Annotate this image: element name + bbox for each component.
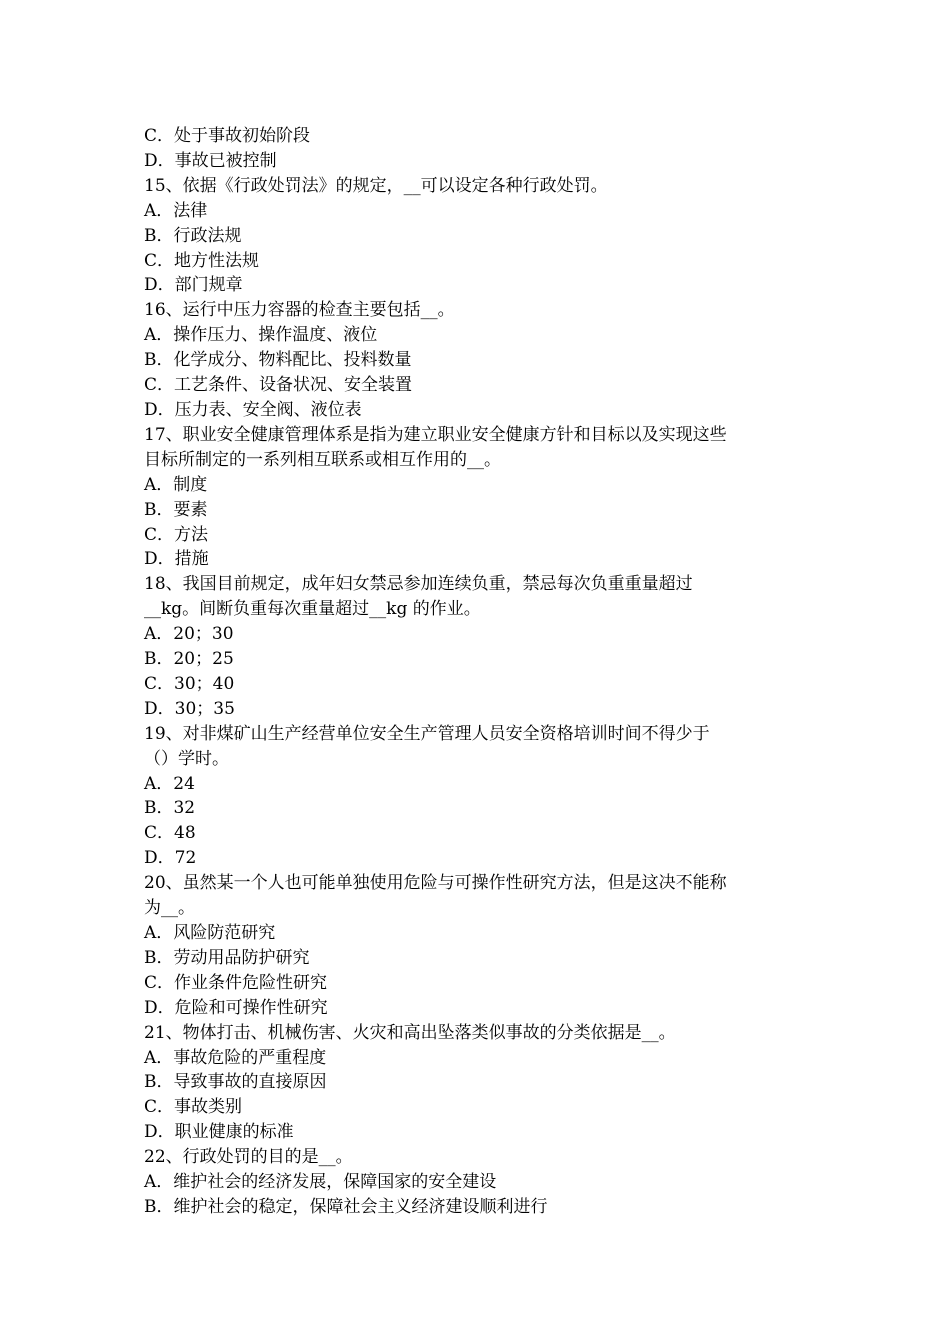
option-line: B．行政法规 bbox=[144, 225, 242, 246]
question-line: 19、对非煤矿山生产经营单位安全生产管理人员安全资格培训时间不得少于 bbox=[144, 723, 710, 744]
question-line: 17、职业安全健康管理体系是指为建立职业安全健康方针和目标以及实现这些 bbox=[144, 424, 727, 445]
option-line: D．职业健康的标准 bbox=[144, 1122, 294, 1143]
question-line-continued: 为__。 bbox=[144, 898, 195, 919]
question-line: 21、物体打击、机械伤害、火灾和高出坠落类似事故的分类依据是__。 bbox=[144, 1022, 676, 1043]
question-line: 16、运行中压力容器的检查主要包括__。 bbox=[144, 300, 455, 321]
option-line: B．导致事故的直接原因 bbox=[144, 1072, 327, 1093]
question-line: 20、虽然某一个人也可能单独使用危险与可操作性研究方法，但是这决不能称 bbox=[144, 873, 727, 894]
option-line: C．30；40 bbox=[144, 673, 235, 694]
option-line: C．事故类别 bbox=[144, 1097, 243, 1118]
question-line: 18、我国目前规定，成年妇女禁忌参加连续负重，禁忌每次负重重量超过 bbox=[144, 574, 693, 595]
option-line: B．化学成分、物料配比、投料数量 bbox=[144, 350, 412, 371]
option-line: B．20；25 bbox=[144, 649, 234, 670]
option-line: C．作业条件危险性研究 bbox=[144, 972, 328, 993]
option-line: B．32 bbox=[144, 798, 196, 819]
option-line: A．法律 bbox=[144, 200, 208, 221]
option-line: C．处于事故初始阶段 bbox=[144, 126, 311, 146]
option-line: D．事故已被控制 bbox=[144, 150, 277, 171]
option-line: A．24 bbox=[144, 773, 195, 794]
question-line: 22、行政处罚的目的是__。 bbox=[144, 1147, 353, 1168]
option-line: C．工艺条件、设备状况、安全装置 bbox=[144, 375, 413, 396]
question-line-continued: （）学时。 bbox=[144, 748, 229, 769]
option-line: D．措施 bbox=[144, 549, 209, 570]
question-line-continued: __kg。间断负重每次重量超过__kg 的作业。 bbox=[144, 599, 481, 620]
option-line: D．72 bbox=[144, 848, 197, 869]
option-line: A．20；30 bbox=[144, 624, 234, 645]
option-line: A．制度 bbox=[144, 474, 208, 495]
option-line: D．压力表、安全阀、液位表 bbox=[144, 399, 362, 420]
option-line: D．30；35 bbox=[144, 698, 235, 719]
option-line: B．要素 bbox=[144, 499, 208, 520]
option-line: D．危险和可操作性研究 bbox=[144, 997, 328, 1018]
question-line-continued: 目标所制定的一系列相互联系或相互作用的__。 bbox=[144, 449, 501, 470]
option-line: B．维护社会的稳定，保障社会主义经济建设顺利进行 bbox=[144, 1196, 548, 1217]
option-line: D．部门规章 bbox=[144, 275, 243, 296]
option-line: A．事故危险的严重程度 bbox=[144, 1047, 327, 1068]
option-line: C．地方性法规 bbox=[144, 250, 260, 271]
document-page bbox=[144, 124, 808, 1220]
option-line: A．风险防范研究 bbox=[144, 923, 276, 943]
option-line: A．操作压力、操作温度、液位 bbox=[144, 325, 378, 346]
option-line: B．劳动用品防护研究 bbox=[144, 947, 310, 968]
option-line: C．48 bbox=[144, 823, 196, 844]
option-line: A．维护社会的经济发展，保障国家的安全建设 bbox=[144, 1172, 497, 1193]
option-line: C．方法 bbox=[144, 524, 209, 545]
question-line: 15、依据《行政处罚法》的规定，__可以设定各种行政处罚。 bbox=[144, 175, 608, 196]
